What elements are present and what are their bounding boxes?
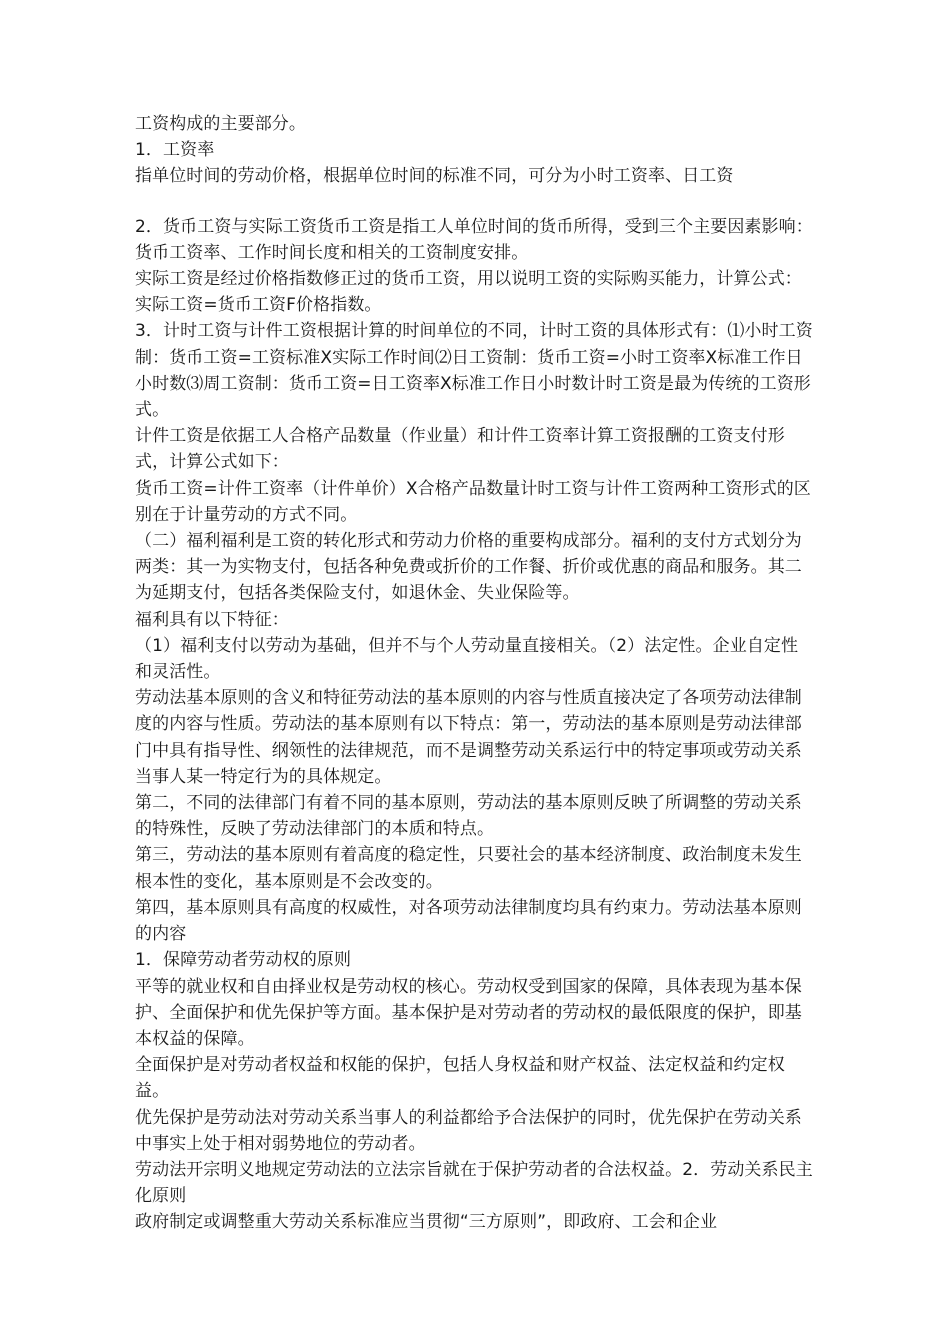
paragraph-real-wage: 实际工资是经过价格指数修正过的货币工资，用以说明工资的实际购买能力，计算公式：实际工资=货币工资F价格指数。	[135, 269, 802, 316]
paragraph-welfare-features: （1）福利支付以劳动为基础，但并不与个人劳动量直接相关。（2）法定性。企业自定性和灵活性。	[135, 635, 799, 683]
paragraph-second-feature: 第二，不同的法律部门有着不同的基本原则，劳动法的基本原则反映了所调整的劳动关系的特殊性，反映了劳动法律部门的本质和特点。	[135, 793, 802, 840]
paragraph-piece-wage: 计件工资是依据工人合格产品数量（作业量）和计件工资率计算工资报酬的工资支付形式，计算公式如下：	[135, 426, 785, 473]
paragraph-labor-law-principles: 劳动法基本原则的含义和特征劳动法的基本原则的内容与性质直接决定了各项劳动法律制度的内容与性质。劳动法的基本原则有以下特点：第一，劳动法的基本原则是劳动法律部门中具有指导性、纲领性的法律规范，而不是调整劳动关系运行中的特定事项或劳动关系当事人某一特定行为的具体规定。	[135, 688, 802, 787]
paragraph-third-feature: 第三，劳动法的基本原则有着高度的稳定性，只要社会的基本经济制度、政治制度未发生根本性的变化，基本原则是不会改变的。	[135, 845, 802, 892]
paragraph-full-protection: 全面保护是对劳动者权益和权能的保护，包括人身权益和财产权益、法定权益和约定权益。	[135, 1055, 785, 1102]
paragraph-time-wage: 3．计时工资与计件工资根据计算的时间单位的不同，计时工资的具体形式有：⑴小时工资制：货币工资=工资标准X实际工作时间⑵日工资制：货币工资=小时工资率X标准工作日小时数⑶周工资制：货币工资=日工资率X标准工作日小时数计时工资是最为传统的工资形式。	[135, 321, 813, 421]
paragraph-labor-right: 平等的就业权和自由择业权是劳动权的核心。劳动权受到国家的保障，具体表现为基本保护、全面保护和优先保护等方面。基本保护是对劳动者的劳动权的最低限度的保护，即基本权益的保障。	[135, 976, 802, 1049]
document-body	[135, 111, 815, 1236]
paragraph-money-wage: 2．货币工资与实际工资货币工资是指工人单位时间的货币所得，受到三个主要因素影响：货币工资率、工作时间长度和相关的工资制度安排。	[135, 216, 813, 263]
paragraph-priority-protection: 优先保护是劳动法对劳动关系当事人的利益都给予合法保护的同时，优先保护在劳动关系中事实上处于相对弱势地位的劳动者。	[135, 1107, 802, 1154]
heading-labor-right-principle: 1．保障劳动者劳动权的原则	[135, 950, 352, 971]
paragraph-wage-composition: 工资构成的主要部分。	[135, 114, 306, 134]
paragraph-piece-formula: 货币工资=计件工资率（计件单价）X合格产品数量计时工资与计件工资两种工资形式的区别在于计量劳动的方式不同。	[135, 478, 811, 525]
paragraph-wage-rate: 指单位时间的劳动价格，根据单位时间的标准不同，可分为小时工资率、日工资	[135, 166, 734, 187]
paragraph-welfare-features-title: 福利具有以下特征：	[135, 609, 289, 630]
paragraph-tripartite-principle: 政府制定或调整重大劳动关系标准应当贯彻“三方原则”，即政府、工会和企业	[135, 1212, 718, 1233]
paragraph-gap	[135, 190, 815, 214]
paragraph-welfare: （二）福利福利是工资的转化形式和劳动力价格的重要构成部分。福利的支付方式划分为两类：其一为实物支付，包括各种免费或折价的工作餐、折价或优惠的商品和服务。其二为延期支付，包括各类保险支付，如退休金、失业保险等。	[135, 531, 802, 604]
paragraph-fourth-feature: 第四，基本原则具有高度的权威性，对各项劳动法律制度均具有约束力。劳动法基本原则的内容	[135, 897, 802, 945]
paragraph-legislative-purpose: 劳动法开宗明义地规定劳动法的立法宗旨就在于保护劳动者的合法权益。2．劳动关系民主化原则	[135, 1159, 813, 1207]
heading-wage-rate: 1．工资率	[135, 140, 215, 161]
